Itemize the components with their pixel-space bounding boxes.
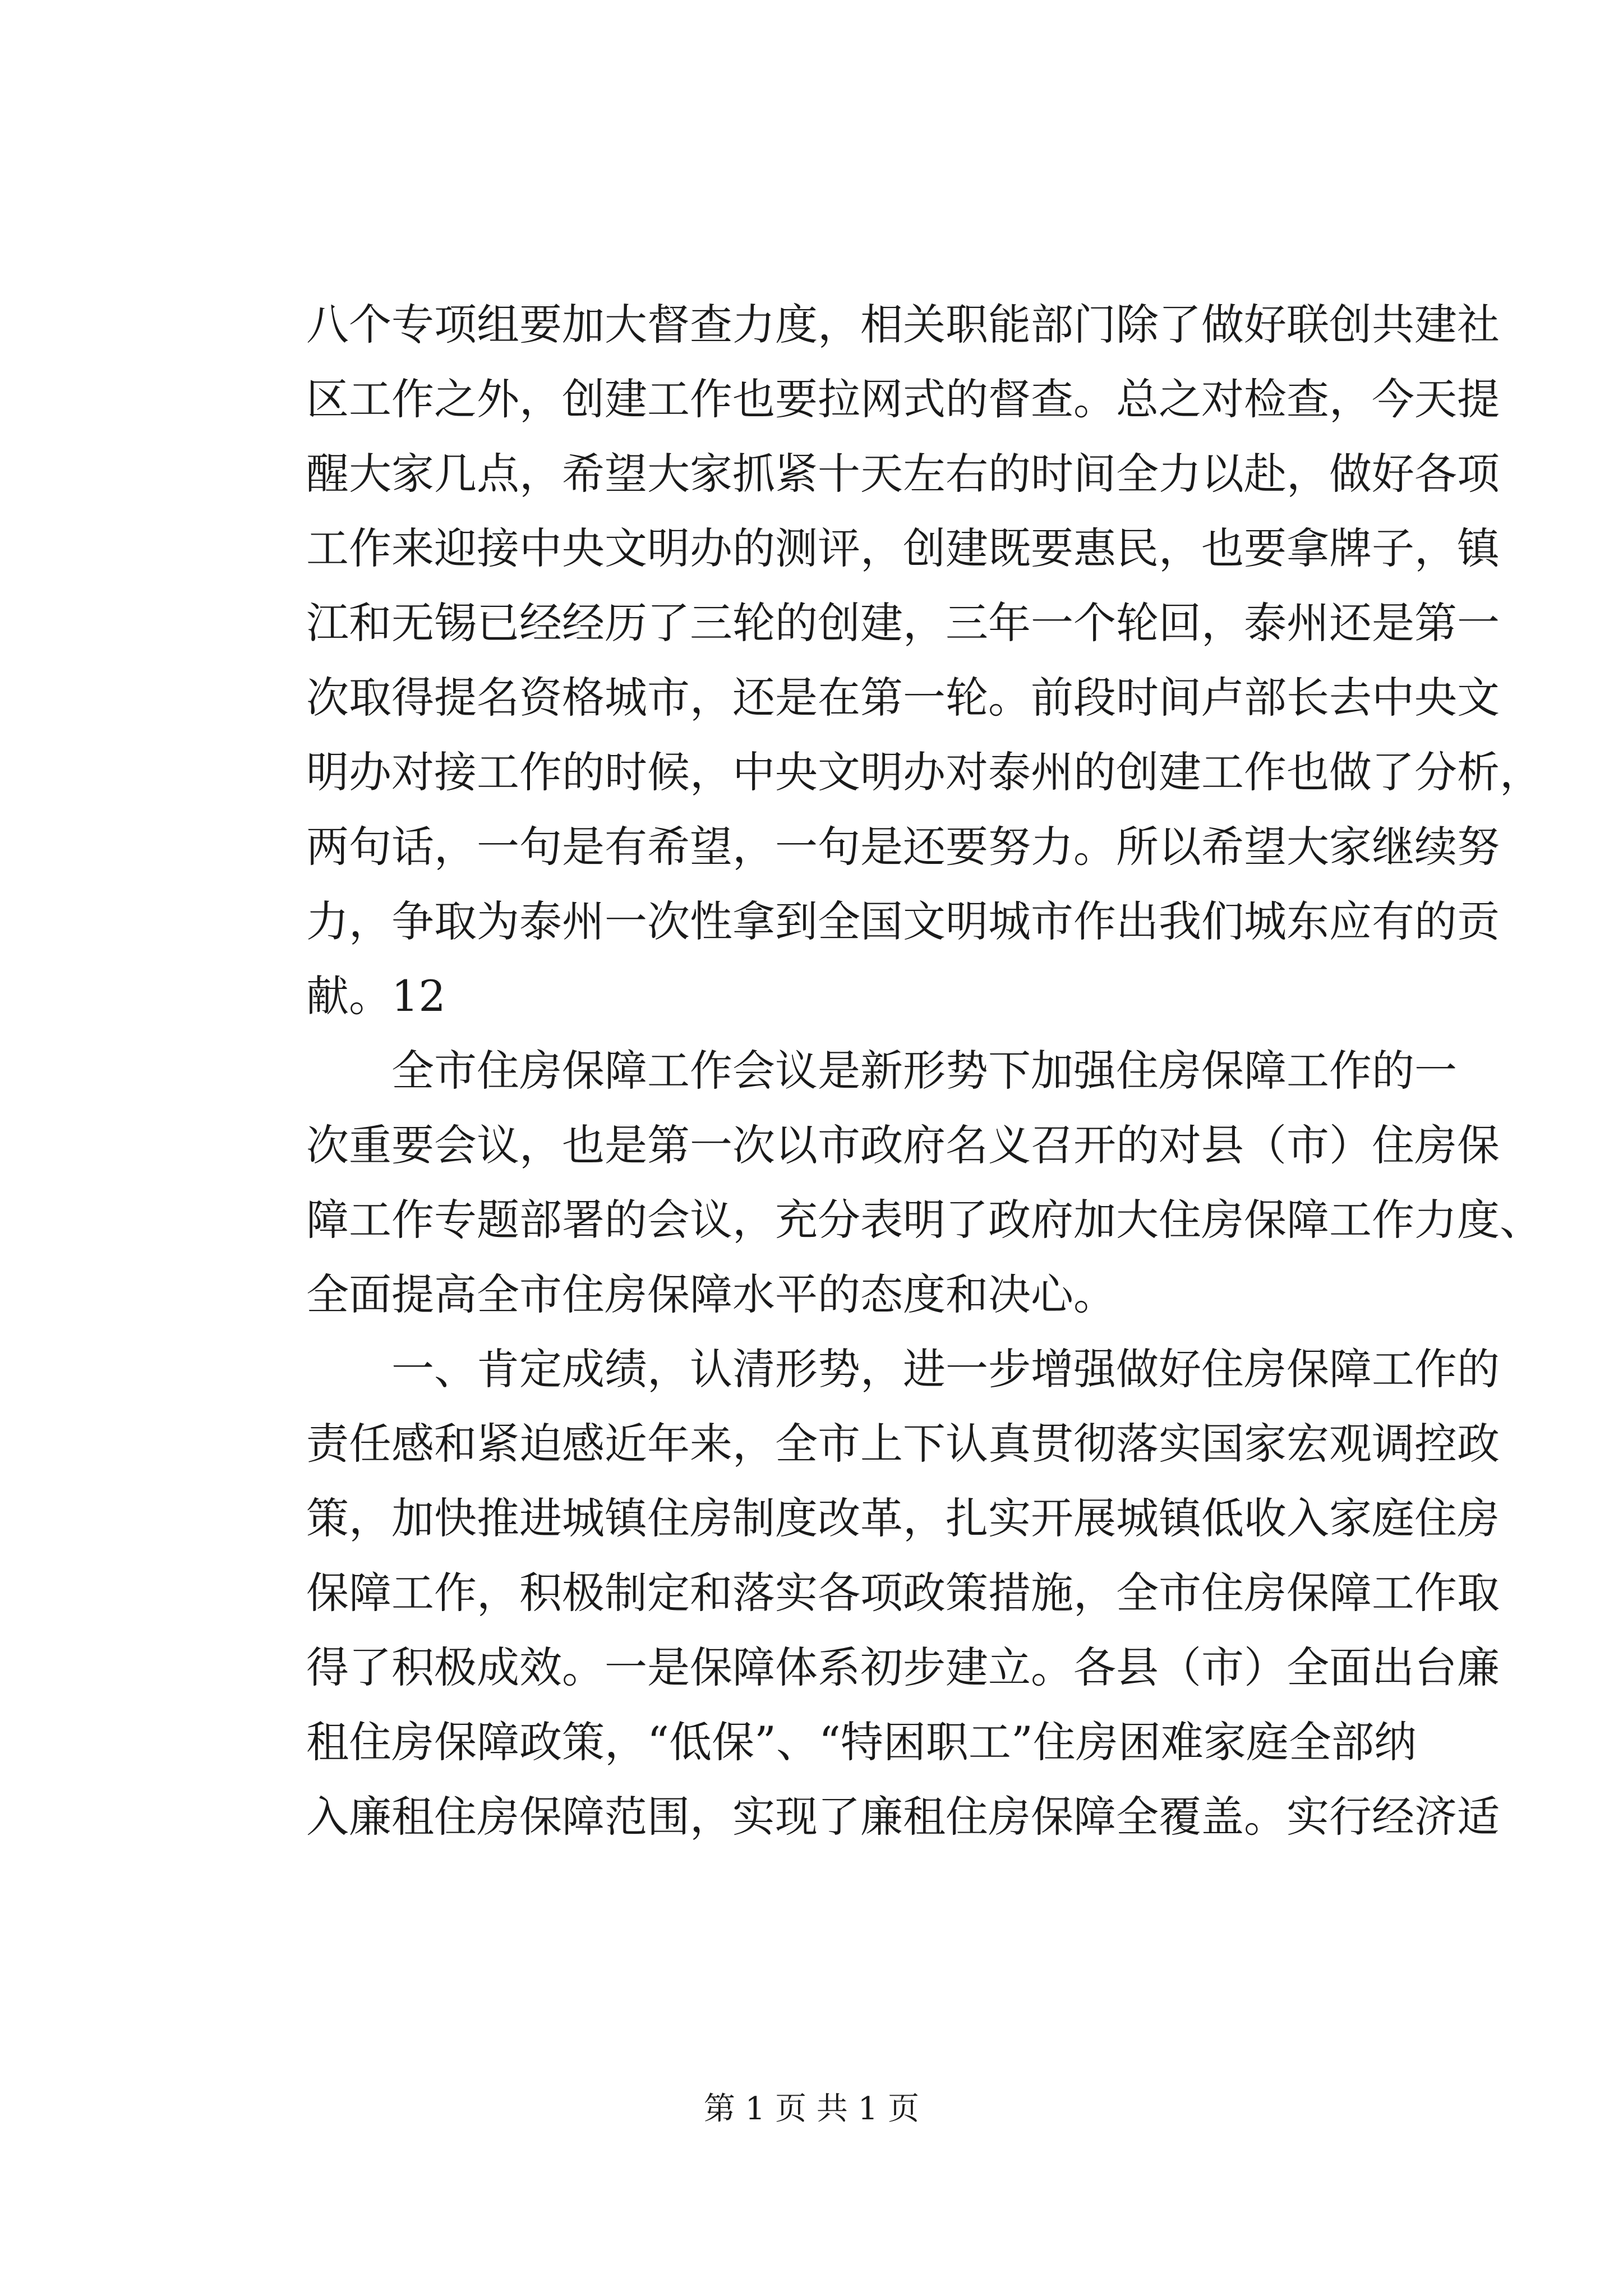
text-line: 入廉租住房保障范围，实现了廉租住房保障全覆盖。实行经济适	[306, 1792, 1500, 1842]
text-line: 力，争取为泰州一次性拿到全国文明城市作出我们城东应有的贡	[306, 896, 1500, 946]
paragraph	[306, 1033, 1542, 1332]
text-line: 明办对接工作的时候，中央文明办对泰州的创建工作也做了分析，	[306, 747, 1542, 797]
page-number-label: 第 1 页 共 1 页	[703, 2091, 920, 2127]
text-line: 次重要会议，也是第一次以市政府名义召开的对县（市）住房保	[306, 1120, 1500, 1170]
document-body	[306, 287, 1542, 1854]
text-line: 两句话，一句是有希望，一句是还要努力。所以希望大家继续努	[306, 822, 1500, 872]
text-line: 租住房保障政策，“低保”、“特困职工”住房困难家庭全部纳	[306, 1717, 1417, 1767]
text-line: 醒大家几点，希望大家抓紧十天左右的时间全力以赴，做好各项	[306, 449, 1500, 499]
text-line: 保障工作，积极制定和落实各项政策措施，全市住房保障工作取	[306, 1568, 1500, 1618]
page-footer	[0, 2087, 1623, 2132]
text-line: 全面提高全市住房保障水平的态度和决心。	[306, 1269, 1116, 1319]
paragraph	[306, 287, 1542, 1033]
text-line: 江和无锡已经经历了三轮的创建，三年一个轮回，泰州还是第一	[306, 598, 1500, 648]
text-line: 策，加快推进城镇住房制度改革，扎实开展城镇低收入家庭住房	[306, 1493, 1500, 1543]
text-line: 工作来迎接中央文明办的测评，创建既要惠民，也要拿牌子，镇	[306, 523, 1500, 573]
text-line: 得了积极成效。一是保障体系初步建立。各县（市）全面出台廉	[306, 1642, 1500, 1692]
text-line: 障工作专题部署的会议，充分表明了政府加大住房保障工作力度、	[306, 1195, 1542, 1245]
text-line: 献。12	[306, 971, 446, 1021]
text-line: 全市住房保障工作会议是新形势下加强住房保障工作的一	[306, 1046, 1457, 1096]
text-line: 一、肯定成绩，认清形势，进一步增强做好住房保障工作的	[306, 1344, 1500, 1394]
text-line: 次取得提名资格城市，还是在第一轮。前段时间卢部长去中央文	[306, 673, 1500, 723]
paragraph	[306, 1332, 1500, 1854]
text-line: 八个专项组要加大督查力度，相关职能部门除了做好联创共建社	[306, 300, 1500, 349]
text-line: 区工作之外，创建工作也要拉网式的督查。总之对检查，今天提	[306, 374, 1500, 424]
text-line: 责任感和紧迫感近年来，全市上下认真贯彻落实国家宏观调控政	[306, 1419, 1500, 1469]
